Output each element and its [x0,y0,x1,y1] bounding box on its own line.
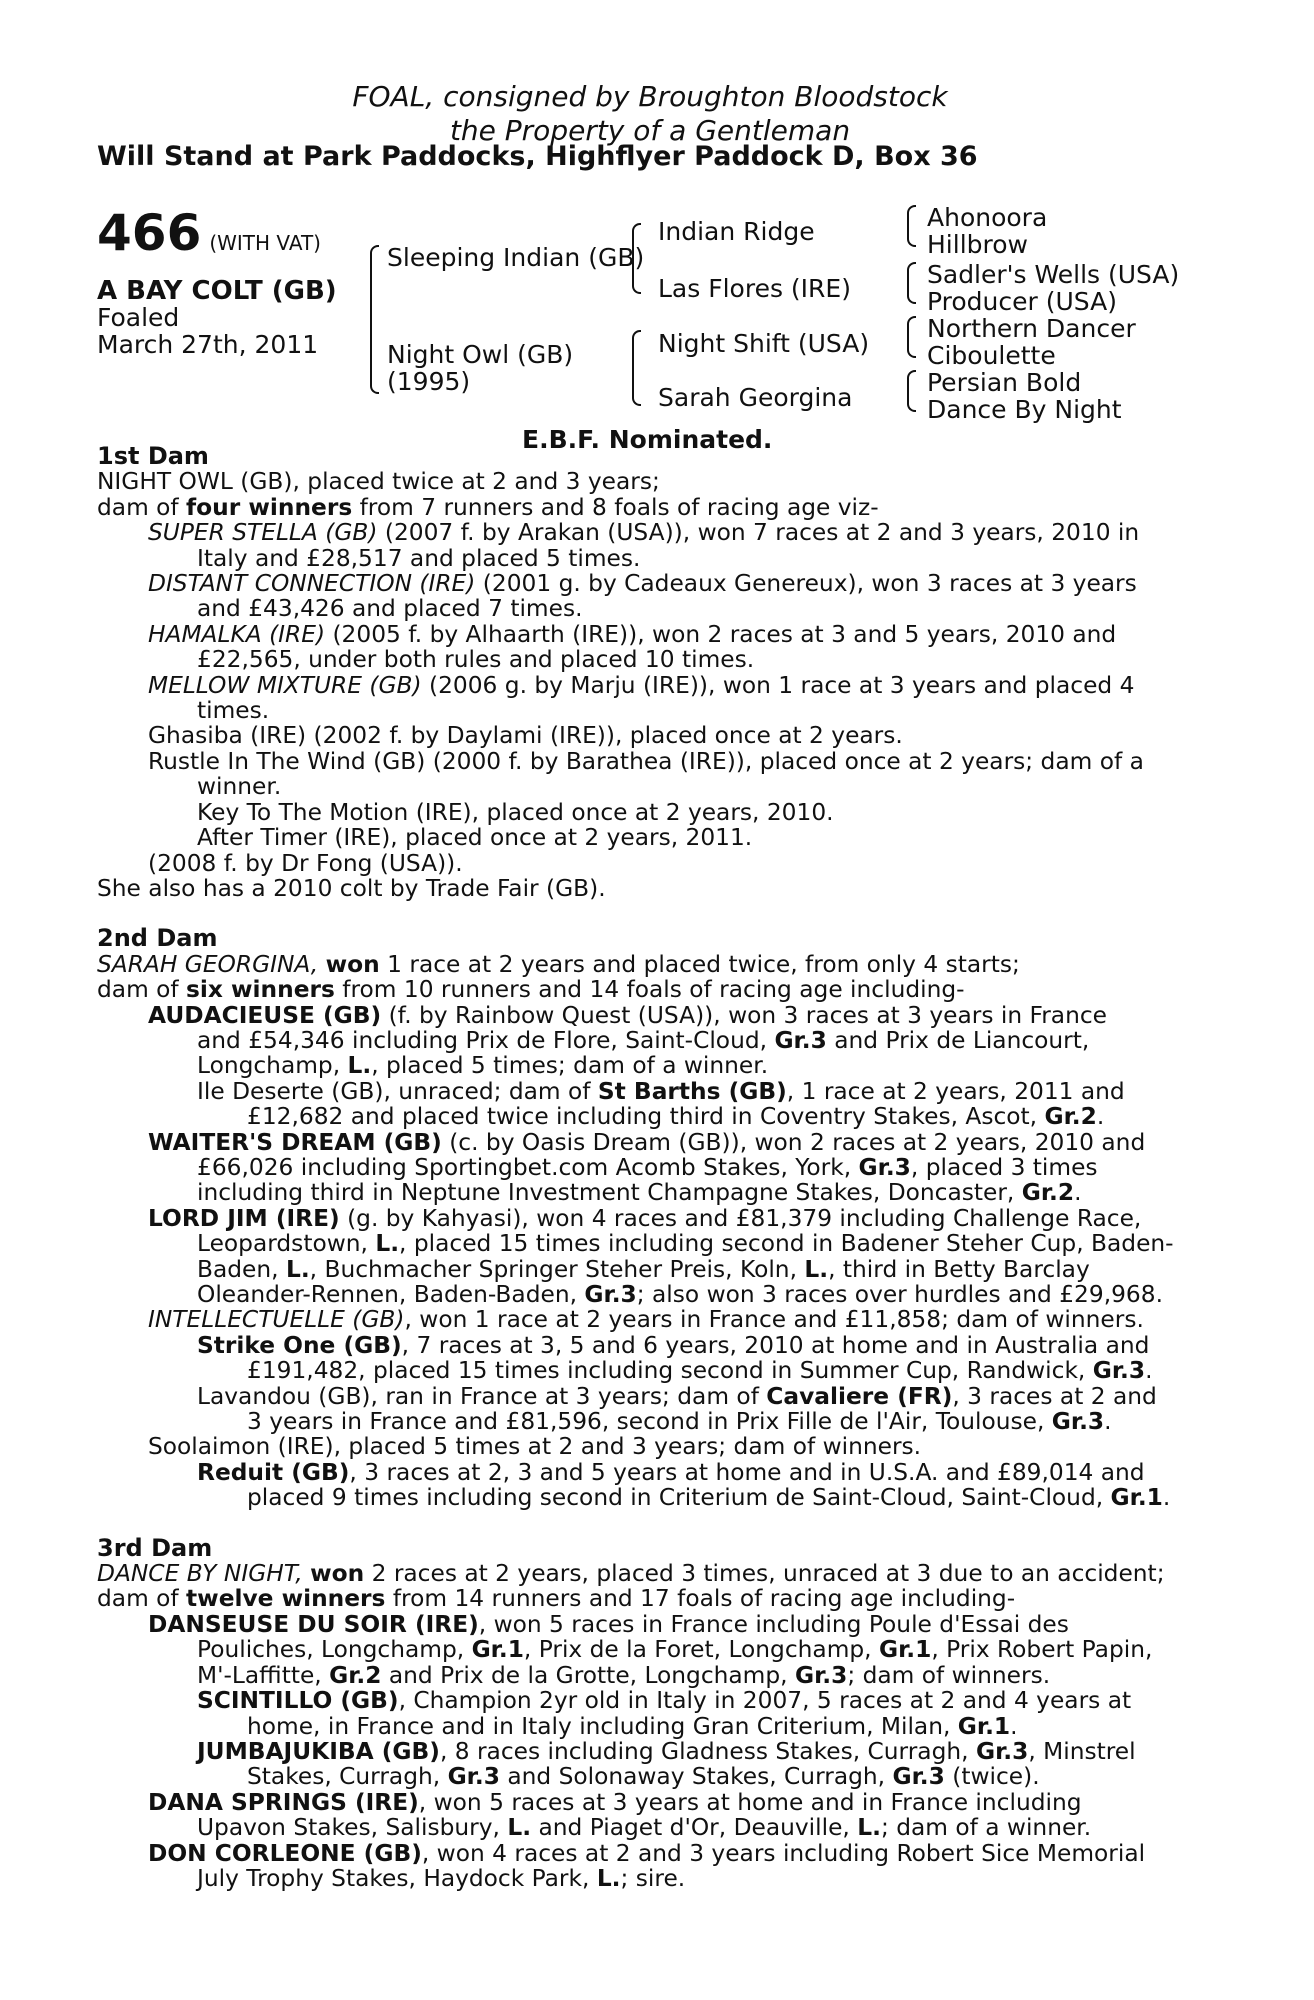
dam2-line: £191,482, placed 15 times including second in Summer Cup, Randwick, Gr.3. [247,1357,1153,1385]
catalogue-body [97,444,1207,1891]
dam1-line: Ghasiba (IRE) (2002 f. by Daylami (IRE)), placed once at 2 years. [148,722,903,750]
dam1-line: MELLOW MIXTURE (GB) (2006 g. by Marju (IRE)), won 1 race at 3 years and placed 4 [148,671,1135,699]
header-consignor: FOAL, consigned by Broughton Bloodstock [352,80,948,113]
dam2-line: Leopardstown, L., placed 15 times including second in Badener Steher Cup, Baden- [197,1230,1174,1258]
vat-label: (WITH VAT) [209,231,321,255]
dam1-line: (2008 f. by Dr Fong (USA)). [148,849,463,877]
pedigree-brace-dam [632,330,641,406]
dam1-line: She also has a 2010 colt by Trade Fair (GB). [97,874,606,902]
dam2-line: Longchamp, L., placed 5 times; dam of a winner. [197,1052,769,1080]
dam3-line: July Trophy Stakes, Haydock Park, L.; sire. [197,1864,686,1892]
dam1-line: Rustle In The Wind (GB) (2000 f. by Barathea (IRE)), placed once at 2 years; dam of a [148,747,1144,775]
pedigree-brace-dd [907,370,916,412]
dam3-line: dam of twelve winners from 14 runners and 17 foals of racing age including- [97,1585,1016,1613]
dam2-line: SARAH GEORGINA, won 1 race at 2 years and placed twice, from only 4 starts; [97,950,1020,978]
dam3-line: SCINTILLO (GB), Champion 2yr old in Italy in 2007, 5 races at 2 and 4 years at [197,1687,1132,1715]
header-property: the Property of a Gentleman [449,114,851,147]
dam2-line: Lavandou (GB), ran in France at 3 years; dam of Cavaliere (FR), 3 races at 2 and [197,1382,1157,1410]
pedigree-dam: Night Owl (GB) [387,340,574,369]
dam2-line: dam of six winners from 10 runners and 14 foals of racing age including- [97,976,965,1004]
pedigree-dsd: Ciboulette [927,341,1056,370]
dam3-line: home, in France and in Italy including Gran Criterium, Milan, Gr.1. [247,1712,1018,1740]
dam2-line: and £54,346 including Prix de Flore, Saint-Cloud, Gr.3 and Prix de Liancourt, [197,1026,1090,1054]
pedigree-sire: Sleeping Indian (GB) [387,243,645,272]
pedigree-dam-dam: Sarah Georgina [658,383,853,412]
pedigree-sds: Sadler's Wells (USA) [927,260,1180,289]
dam3-line: Upavon Stakes, Salisbury, L. and Piaget d'Or, Deauville, L.; dam of a winner. [197,1814,1092,1842]
dam2-line: Reduit (GB), 3 races at 2, 3 and 5 years at home and in U.S.A. and £89,014 and [197,1458,1145,1486]
pedigree-sire-dam: Las Flores (IRE) [658,274,851,303]
pedigree-dss: Northern Dancer [927,314,1136,343]
dam2-line: Ile Deserte (GB), unraced; dam of St Barths (GB), 1 race at 2 years, 2011 and [197,1077,1125,1105]
section-title-3rd-dam: 3rd Dam [97,1533,213,1562]
dam1-line: dam of four winners from 7 runners and 8 foals of racing age viz- [97,493,879,521]
dam3-line: DANCE BY NIGHT, won 2 races at 2 years, placed 3 times, unraced at 3 due to an accident; [97,1560,1165,1588]
dam2-line: Oleander-Rennen, Baden-Baden, Gr.3; also won 3 races over hurdles and £29,968. [197,1281,1163,1308]
pedigree-dam-sire: Night Shift (USA) [658,329,870,358]
dam2-line: AUDACIEUSE (GB) (f. by Rainbow Quest (USA)), won 3 races at 3 years in France [148,1001,1107,1029]
dam1-line: Italy and £28,517 and placed 5 times. [197,544,641,572]
pedigree-dds: Persian Bold [927,368,1082,397]
pedigree-brace-main [370,245,379,394]
pedigree-brace-sd [907,262,916,304]
lot-number: 466 [97,204,202,262]
dam3-line: DANA SPRINGS (IRE), won 5 races at 3 years at home and in France including [148,1788,1082,1816]
foaled-label: Foaled [97,303,180,332]
dam3-line: JUMBAJUKIBA (GB), 8 races including Gladness Stakes, Curragh, Gr.3, Minstrel [197,1737,1136,1765]
pedigree-sire-sire: Indian Ridge [658,217,815,246]
dam1-line: £22,565, under both rules and placed 10 times. [197,646,755,674]
section-title-1st-dam: 1st Dam [97,442,209,470]
dam2-line: Strike One (GB), 7 races at 3, 5 and 6 years, 2010 at home and in Australia and [197,1331,1150,1359]
dam1-line: winner. [197,773,282,801]
dam3-line: Pouliches, Longchamp, Gr.1, Prix de la Foret, Longchamp, Gr.1, Prix Robert Papin, [197,1636,1153,1664]
pedigree-ddd: Dance By Night [927,395,1122,424]
dam2-line: including third in Neptune Investment Champagne Stakes, Doncaster, Gr.2. [197,1179,1082,1207]
dam2-line: Soolaimon (IRE), placed 5 times at 2 and 3 years; dam of winners. [148,1433,922,1461]
pedigree-brace-ds [907,316,916,358]
ebf-nominated: E.B.F. Nominated. [522,425,773,454]
dam1-line: NIGHT OWL (GB), placed twice at 2 and 3 years; [97,468,660,496]
dam2-line: Baden, L., Buchmacher Springer Steher Preis, Koln, L., third in Betty Barclay [197,1255,1090,1283]
dam3-line: DANSEUSE DU SOIR (IRE), won 5 races in France including Poule d'Essai des [148,1610,1069,1638]
dam3-line: DON CORLEONE (GB), won 4 races at 2 and 3 years including Robert Sice Memorial [148,1839,1146,1867]
header-location: Will Stand at Park Paddocks, Highflyer Paddock D, Box 36 [97,141,978,172]
dam1-line: SUPER STELLA (GB) (2007 f. by Arakan (USA)), won 7 races at 2 and 3 years, 2010 in [148,519,1140,547]
dam3-line: Stakes, Curragh, Gr.3 and Solonaway Stakes, Curragh, Gr.3 (twice). [247,1763,1040,1791]
pedigree-ssd: Hillbrow [927,230,1028,259]
dam3-line: M'-Laffitte, Gr.2 and Prix de la Grotte, Longchamp, Gr.3; dam of winners. [197,1661,1051,1689]
dam2-line: £66,026 including Sportingbet.com Acomb Stakes, York, Gr.3, placed 3 times [197,1153,1098,1181]
dam1-line: DISTANT CONNECTION (IRE) (2001 g. by Cadeaux Genereux), won 3 races at 3 years [148,570,1137,598]
dam2-line: LORD JIM (IRE) (g. by Kahyasi), won 4 races and £81,379 including Challenge Race, [148,1204,1142,1232]
dam2-line: £12,682 and placed twice including third in Coventry Stakes, Ascot, Gr.2. [247,1103,1105,1131]
lot-number-line [97,204,321,262]
lot-title: A BAY COLT (GB) [97,276,337,306]
pedigree-sss: Ahonoora [927,203,1048,232]
dam2-line: 3 years in France and £81,596, second in Prix Fille de l'Air, Toulouse, Gr.3. [247,1408,1112,1436]
dam1-line: times. [197,697,270,725]
pedigree-sdd: Producer (USA) [927,287,1117,316]
dam1-line: After Timer (IRE), placed once at 2 years, 2011. [197,824,753,852]
section-title-2nd-dam: 2nd Dam [97,924,218,953]
dam2-line: placed 9 times including second in Criterium de Saint-Cloud, Saint-Cloud, Gr.1. [247,1484,1171,1512]
pedigree-dam-year: (1995) [387,367,471,396]
dam1-line: Key To The Motion (IRE), placed once at 2 years, 2010. [197,798,834,826]
foaled-date: March 27th, 2011 [97,330,319,359]
dam1-line: HAMALKA (IRE) (2005 f. by Alhaarth (IRE)), won 2 races at 3 and 5 years, 2010 and [148,620,1117,648]
dam2-line: INTELLECTUELLE (GB), won 1 race at 2 years in France and £11,858; dam of winners. [148,1306,1144,1334]
dam1-line: and £43,426 and placed 7 times. [197,595,583,623]
dam2-line: WAITER'S DREAM (GB) (c. by Oasis Dream (GB)), won 2 races at 2 years, 2010 and [148,1128,1146,1156]
pedigree-brace-ss [907,205,916,247]
